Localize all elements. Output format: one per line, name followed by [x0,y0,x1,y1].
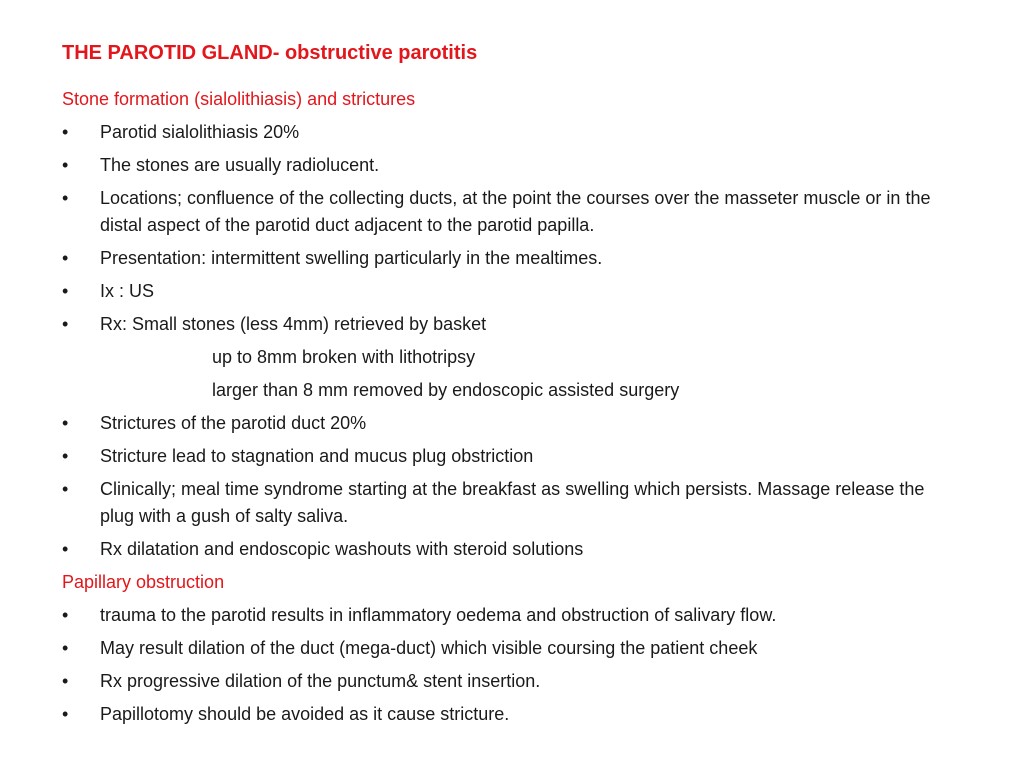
list-item [62,245,962,272]
section-heading-papillary: Papillary obstruction [62,572,225,592]
list-item [62,185,962,239]
list-item [62,701,962,728]
bullet-icon: • [62,479,69,499]
list-item [62,410,962,437]
bullet-icon: • [62,188,69,208]
list-item-text: Presentation: intermittent swelling particularly in the mealtimes. [100,248,603,268]
bullet-list-papillary [62,602,962,728]
list-item [62,443,962,470]
bullet-icon: • [62,248,69,268]
slide-title: THE PAROTID GLAND- obstructive parotitis [62,42,478,64]
bullet-icon: • [62,122,69,142]
bullet-icon: • [62,155,69,175]
list-item [62,476,962,530]
list-item [62,602,962,629]
section-heading-stones: Stone formation (sialolithiasis) and strictures [62,89,416,109]
list-item-text: May result dilation of the duct (mega-duct) which visible coursing the patient cheek [100,638,758,658]
list-item-text: Locations; confluence of the collecting ducts, at the point the courses over the masseter muscle or in the distal aspect of the parotid duct adjacent to the parotid papilla. [100,188,931,235]
bullet-icon: • [62,638,69,658]
bullet-list-strictures [62,410,962,563]
slide [62,38,962,724]
list-item [62,668,962,695]
bullet-icon: • [62,413,69,433]
list-item [62,278,962,305]
list-item [62,119,962,146]
list-item-text: Ix : US [100,281,155,301]
rx-continuation-line: larger than 8 mm removed by endoscopic assisted surgery [212,380,680,400]
list-item-text: Rx dilatation and endoscopic washouts with steroid solutions [100,539,584,559]
list-item-text: Rx: Small stones (less 4mm) retrieved by basket [100,314,487,334]
list-item-text: Stricture lead to stagnation and mucus plug obstriction [100,446,534,466]
bullet-icon: • [62,539,69,559]
rx-continuation-line: up to 8mm broken with lithotripsy [212,347,476,367]
bullet-list-stones [62,119,962,338]
bullet-icon: • [62,446,69,466]
list-item-text: trauma to the parotid results in inflammatory oedema and obstruction of salivary flow. [100,605,777,625]
list-item-text: Strictures of the parotid duct 20% [100,413,367,433]
bullet-icon: • [62,605,69,625]
bullet-icon: • [62,314,69,334]
list-item-text: Rx progressive dilation of the punctum& stent insertion. [100,671,541,691]
slide-content [62,86,962,734]
bullet-icon: • [62,671,69,691]
bullet-icon: • [62,281,69,301]
list-item [62,152,962,179]
list-item-text: The stones are usually radiolucent. [100,155,380,175]
list-item-text: Papillotomy should be avoided as it cause stricture. [100,704,510,724]
list-item-text: Clinically; meal time syndrome starting at the breakfast as swelling which persists. Massage release the plug with a gush of salty saliva. [100,479,925,526]
list-item [62,635,962,662]
list-item [62,311,962,338]
list-item-text: Parotid sialolithiasis 20% [100,122,300,142]
list-item [62,536,962,563]
bullet-icon: • [62,704,69,724]
